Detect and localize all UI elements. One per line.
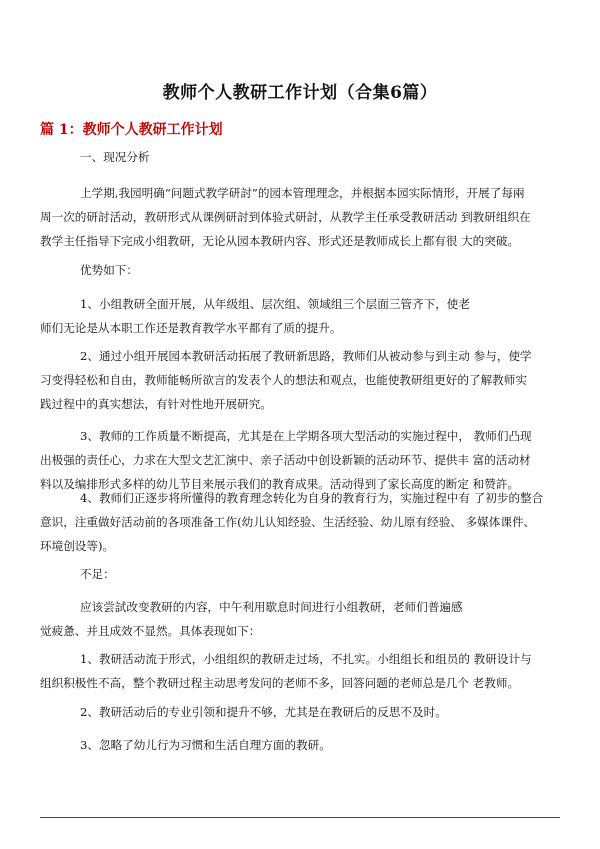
paragraph-line: 践过程中的真实想法，有针对性地开展研究。 xyxy=(40,397,272,411)
paragraph-line: 1、教研活动流于形式，小组组织的教研走过场，不扎实。小组组长和组员的 教研设计与 xyxy=(80,652,532,666)
shortcoming-item-1 xyxy=(40,647,568,695)
paragraph-line: 师们无论是从本职工作还是教育教学水平都有了质的提升。 xyxy=(40,321,342,335)
paragraph-line: 应该尝試改变教研的内容，中午利用歇息时间进行小组教研，老师们普遍感 xyxy=(80,600,463,614)
paragraph-line: 3、忽略了幼儿行为习惯和生活自理方面的教研。 xyxy=(80,738,331,752)
paragraph-line: 习变得轻松和自由，教师能畅所欲言的发表个人的想法和观点，也能使教研组更好的了解教师实 xyxy=(40,373,527,387)
shortcoming-item-3 xyxy=(40,733,568,757)
paragraph-line: 料以及编排形式多样的幼儿节目来展示我们的教育成果。活动得到了家长高度的断定 和赞許。 xyxy=(40,477,520,491)
footer-divider xyxy=(40,817,560,818)
advantages-label xyxy=(80,258,600,282)
advantages-label-text: 优势如下： xyxy=(80,263,138,277)
chapter-heading: 篇 1：教师个人教研工作计划 xyxy=(40,122,223,138)
paragraph-line: 1、小组教研全面开展，从年级组、层次组、领域组三个层面三管齐下，使老 xyxy=(80,297,470,311)
intro-paragraph xyxy=(40,181,568,253)
paragraph-line: 出极强的责任心，力求在大型文艺汇演中、亲子活动中创设新颖的活动环节、提供丰 富的活动材 xyxy=(40,453,531,467)
paragraph-line: 周一次的研討活动，教研形式从课例研討到体验式研討，从教学主任承受教研活动 到教研组织在 xyxy=(40,210,531,224)
advantage-item-4 xyxy=(40,486,568,558)
shortcomings-intro xyxy=(40,595,568,643)
section-heading xyxy=(80,145,600,169)
paragraph-line: 组织积极性不高，整个教研过程主动思考发问的老师不多，回答问题的老师总是几个 老教师。 xyxy=(40,676,520,690)
paragraph-line: 2、通过小组开展园本教研活动拓展了教研新思路，教师们从被动参与到主动 参与，使学 xyxy=(80,349,532,363)
paragraph-line: 觉疲惫、并且成效不显然。具体表现如下： xyxy=(40,624,261,638)
shortcomings-label-text: 不足： xyxy=(80,567,115,581)
document-title: 教师个人教研工作计划（合集6篇） xyxy=(162,83,438,103)
paragraph-line: 3、教师的工作质量不断提高，尤其是在上学期各项大型活动的实施过程中， 教师们凸现 xyxy=(80,429,532,443)
paragraph-line: 上学期,我园明确“问题式教学研討”的园本管理理念，并根据本园实际情形，开展了每兩 xyxy=(80,186,525,200)
section-heading-text: 一、现况分析 xyxy=(80,150,150,164)
paragraph-line: 意识，注重做好活动前的各项准备工作(幼儿认知经验、生活经验、幼儿原有经验、 多媒体课件、 xyxy=(40,515,536,529)
advantage-item-2 xyxy=(40,344,568,416)
advantage-item-1 xyxy=(40,292,568,340)
paragraph-line: 环境创设等)。 xyxy=(40,539,115,553)
paragraph-line: 4、教师们正逐步将所懂得的教育理念转化为自身的教育行为，实施过程中有 了初步的整合 xyxy=(80,491,544,505)
paragraph-line: 教学主任指导下完成小组教研，无论从园本教研内容、形式还是教师成长上都有很 大的突破。 xyxy=(40,234,520,248)
shortcomings-label xyxy=(80,562,600,586)
paragraph-line: 2、教研活动后的专业引领和提升不够，尤其是在教研后的反思不及时。 xyxy=(80,705,447,719)
shortcoming-item-2 xyxy=(40,700,568,724)
